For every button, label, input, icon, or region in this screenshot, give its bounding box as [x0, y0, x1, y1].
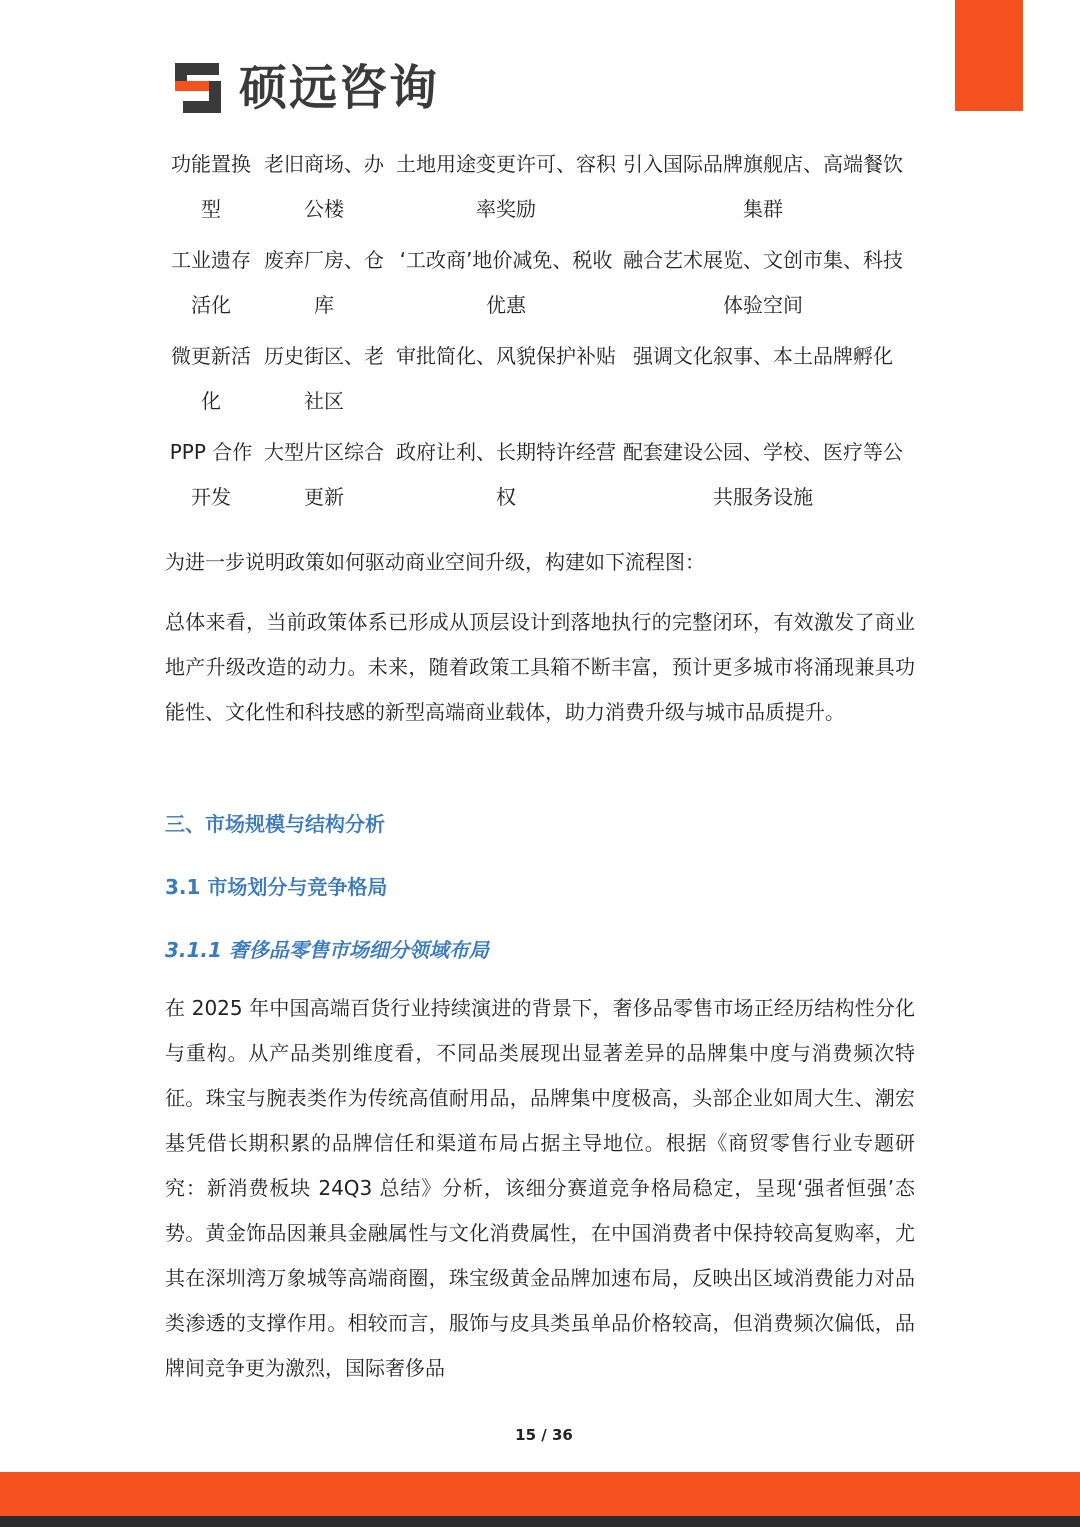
brand-logo: [175, 60, 439, 116]
table-row: [165, 238, 925, 334]
table-cell-direction: 引入国际品牌旗舰店、高端餐饮集群: [623, 152, 903, 221]
table-cell-policy: 审批简化、风貌保护补贴: [396, 344, 616, 368]
table-cell-model: 功能置换型: [171, 152, 251, 221]
table-cell-direction: 强调文化叙事、本土品牌孵化: [633, 344, 893, 368]
footer-dark-line: [0, 1516, 1080, 1527]
table-cell-model: PPP 合作开发: [169, 440, 253, 509]
flowchart-intro-text: 为进一步说明政策如何驱动商业空间升级，构建如下流程图：: [165, 550, 705, 574]
table-cell-target: 废弃厂房、仓库: [264, 248, 384, 317]
table-cell-model: 微更新活化: [171, 344, 251, 413]
table-cell-direction: 配套建设公园、学校、医疗等公共服务设施: [623, 440, 903, 509]
subsubsection-heading: 3.1.1 奢侈品零售市场细分领域布局: [165, 938, 489, 962]
table-cell-policy: ‘工改商’地价减免、税收优惠: [399, 248, 613, 317]
body-paragraph: 在 2025 年中国高端百货行业持续演进的背景下，奢侈品零售市场正经历结构性分化与重构。从产品类别维度看，不同品类展现出显著差异的品牌集中度与消费频次特征。珠宝与腕表类作为传统高值耐用品，品牌集中度极高，头部企业如周大生、潮宏基凭借长期积累的品牌信任和渠道布局占据主导地位。根据《商贸零售行业专题研究：新消费板块 24Q3 总结》分析，该细分赛道竞争格局稳定，呈现‘强者恒强’态势。黄金饰品因兼具金融属性与文化消费属性，在中国消费者中保持较高复购率，尤其在深圳湾万象城等高端商圈，珠宝级黄金品牌加速布局，反映出区域消费能力对品类渗透的支撑作用。相较而言，服饰与皮具类虽单品价格较高，但消费频次偏低，品牌间竞争更为激烈，国际奢侈品: [165, 996, 915, 1380]
table-cell-model: 工业遗存活化: [171, 248, 251, 317]
company-logo-icon: [175, 63, 231, 113]
subsection-heading: 3.1 市场划分与竞争格局: [165, 875, 388, 899]
table-row: [165, 430, 925, 526]
table-cell-policy: 土地用途变更许可、容积率奖励: [396, 152, 616, 221]
table-cell-policy: 政府让利、长期特许经营权: [396, 440, 616, 509]
footer-accent-bar: [0, 1472, 1080, 1516]
table-cell-target: 老旧商场、办公楼: [264, 152, 384, 221]
brand-name: 硕远咨询: [239, 60, 440, 116]
section-heading: 三、市场规模与结构分析: [165, 812, 385, 836]
renovation-model-table: [165, 142, 925, 526]
table-row: [165, 334, 925, 430]
table-cell-direction: 融合艺术展览、文创市集、科技体验空间: [623, 248, 903, 317]
table-cell-target: 大型片区综合更新: [264, 440, 384, 509]
summary-paragraph: 总体来看，当前政策体系已形成从顶层设计到落地执行的完整闭环，有效激发了商业地产升级改造的动力。未来，随着政策工具箱不断丰富，预计更多城市将涌现兼具功能性、文化性和科技感的新型高端商业载体，助力消费升级与城市品质提升。: [165, 610, 915, 724]
header-accent-block: [955, 0, 1023, 111]
table-row: [165, 142, 925, 238]
page-number: 15 / 36: [515, 1426, 573, 1444]
table-cell-target: 历史街区、老社区: [264, 344, 384, 413]
